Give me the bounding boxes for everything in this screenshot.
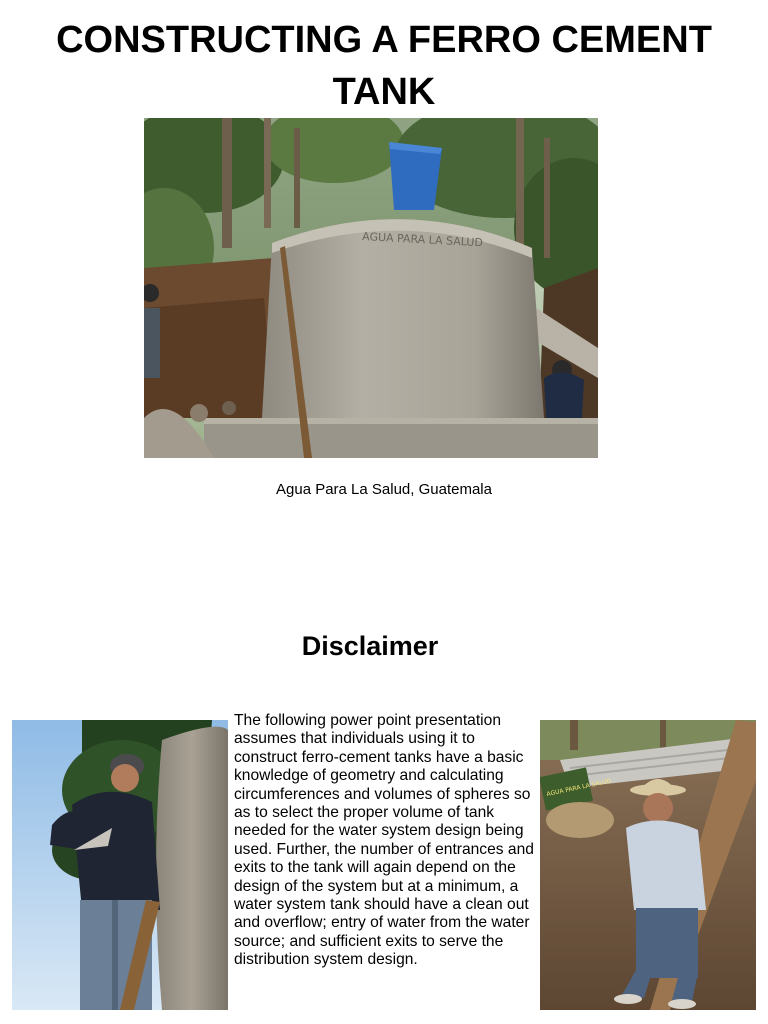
disclaimer-paragraph: The following power point presentation assumes that individuals using it to construct ferro-cement tanks have a basic knowledge of geometry and calculating circumferences and volumes of spheres so as to select the proper volume of tank needed for the water system design being used. Further, the number of entrances and exits to the tank will again depend on the design of the system but at a minimum, a water system tank should have a clean out and overflow; entry of water from the water source; and sufficient exits to serve the distribution system design. — [234, 712, 534, 969]
photo-caption: Agua Para La Salud, Guatemala — [276, 481, 492, 498]
tank-painted-text: AGUA PARA LA SALUD — [361, 230, 484, 250]
worker-with-hat-photo — [540, 720, 756, 1010]
page-title: CONSTRUCTING A FERRO CEMENT TANK — [56, 19, 712, 113]
tank-photo — [144, 118, 598, 458]
section-heading: Disclaimer — [301, 631, 439, 661]
sign-text: AGUA PARA LA SALUD — [546, 777, 612, 799]
worker-plastering-photo — [12, 720, 228, 1010]
